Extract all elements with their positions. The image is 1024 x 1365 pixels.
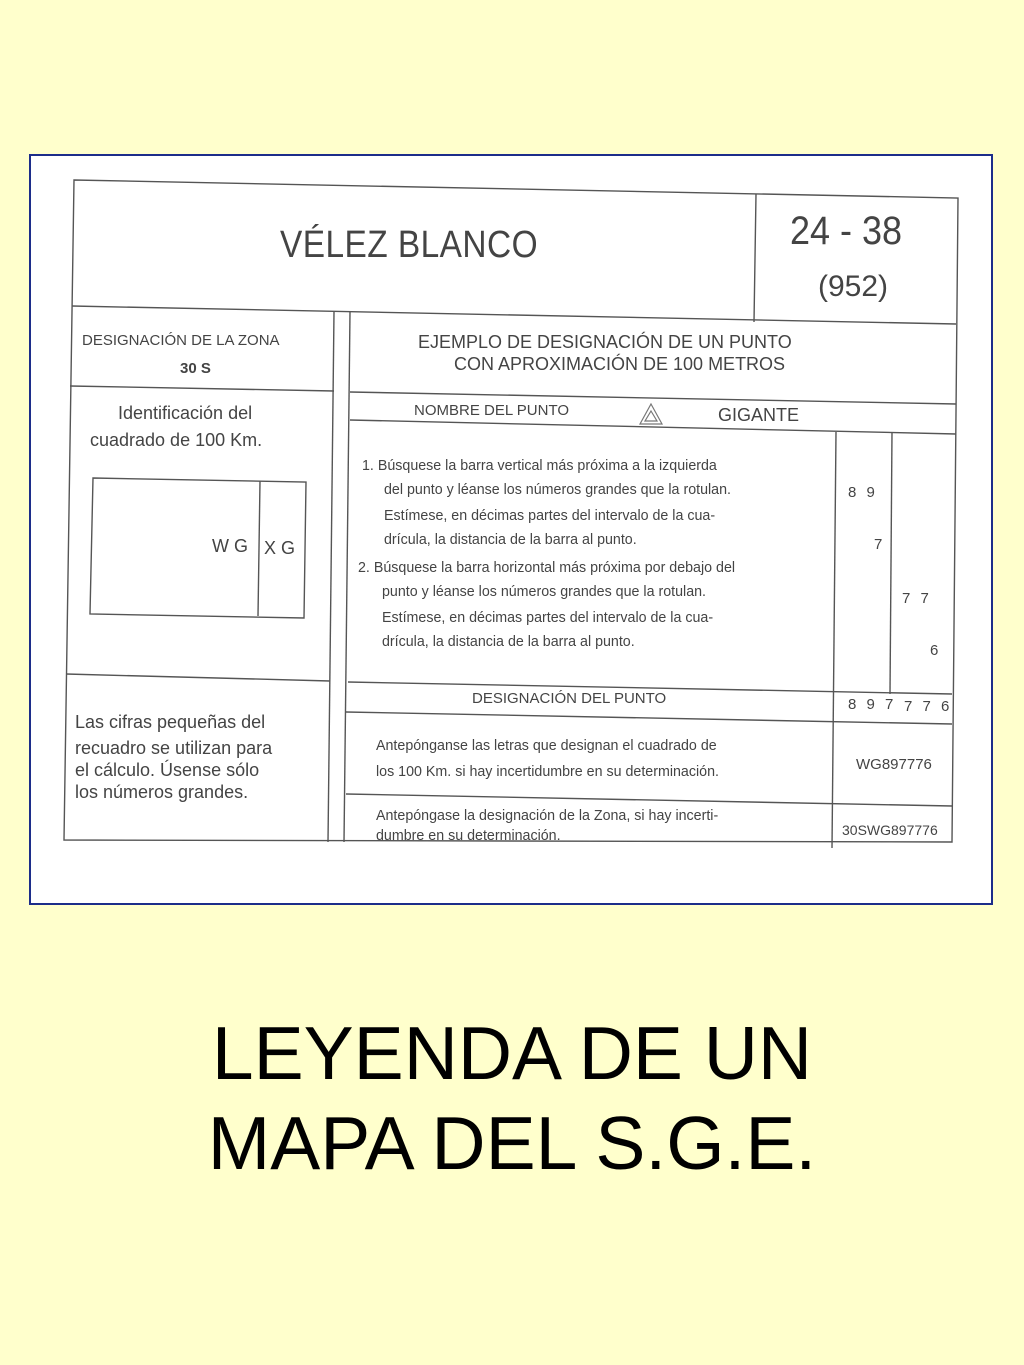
designation-easting: 8 9 7 xyxy=(848,696,897,713)
caption-line2: MAPA DEL S.G.E. xyxy=(207,1101,817,1185)
square-letters-left: W G xyxy=(212,536,248,556)
zone-value-full: 30SWG897776 xyxy=(842,822,938,838)
easting-small: 7 xyxy=(874,536,886,553)
square-value: WG897776 xyxy=(856,756,932,773)
caption-line1: LEYENDA DE UN xyxy=(211,1011,813,1095)
easting-big: 8 9 xyxy=(848,484,878,501)
step-line: drícula, la distancia de la barra al punto. xyxy=(382,633,635,650)
point-name-label: NOMBRE DEL PUNTO xyxy=(414,402,570,419)
example-heading-line2: CON APROXIMACIÓN DE 100 METROS xyxy=(454,354,786,374)
note-line: recuadro se utilizan para xyxy=(75,738,273,758)
point-name-value: GIGANTE xyxy=(718,405,800,425)
step-line: del punto y léanse los números grandes que la rotulan. xyxy=(384,481,731,498)
slide-caption xyxy=(0,1008,1024,1188)
step-line: Estímese, en décimas partes del intervalo de la cua- xyxy=(382,609,714,626)
note-line: dumbre en su determinación. xyxy=(376,827,561,844)
sheet-code: 24 - 38 xyxy=(790,209,903,253)
example-heading-line1: EJEMPLO DE DESIGNACIÓN DE UN PUNTO xyxy=(418,332,792,352)
step-line: 2. Búsquese la barra horizontal más próxima por debajo del xyxy=(358,559,736,576)
note-line: Antepónganse las letras que designan el cuadrado de xyxy=(376,737,717,754)
square-letters-right: X G xyxy=(264,538,296,558)
zone-value: 30 S xyxy=(180,360,211,377)
northing-small: 6 xyxy=(930,642,942,659)
zone-label: DESIGNACIÓN DE LA ZONA xyxy=(82,332,280,349)
map-name: VÉLEZ BLANCO xyxy=(280,224,539,266)
map-legend-card xyxy=(62,178,960,850)
note-line: Las cifras pequeñas del xyxy=(75,712,266,732)
square-label-line2: cuadrado de 100 Km. xyxy=(90,430,263,450)
step-line: 1. Búsquese la barra vertical más próxima a la izquierda xyxy=(362,457,717,474)
note-line: los 100 Km. si hay incertidumbre en su determinación. xyxy=(376,763,719,780)
note-line: los números grandes. xyxy=(75,782,249,802)
designation-northing: 7 7 6 xyxy=(904,698,953,715)
square-label-line1: Identificación del xyxy=(118,403,253,423)
step-line: punto y léanse los números grandes que la rotulan. xyxy=(382,583,707,600)
note-line: el cálculo. Úsense sólo xyxy=(75,760,260,780)
step-line: Estímese, en décimas partes del intervalo de la cua- xyxy=(384,507,716,524)
sheet-number: (952) xyxy=(818,270,889,303)
designation-label: DESIGNACIÓN DEL PUNTO xyxy=(472,690,667,707)
triangle-icon xyxy=(640,404,662,424)
note-line: Antepóngase la designación de la Zona, si hay incerti- xyxy=(376,807,719,824)
step-line: drícula, la distancia de la barra al punto. xyxy=(384,531,637,548)
northing-big: 7 7 xyxy=(902,590,932,607)
